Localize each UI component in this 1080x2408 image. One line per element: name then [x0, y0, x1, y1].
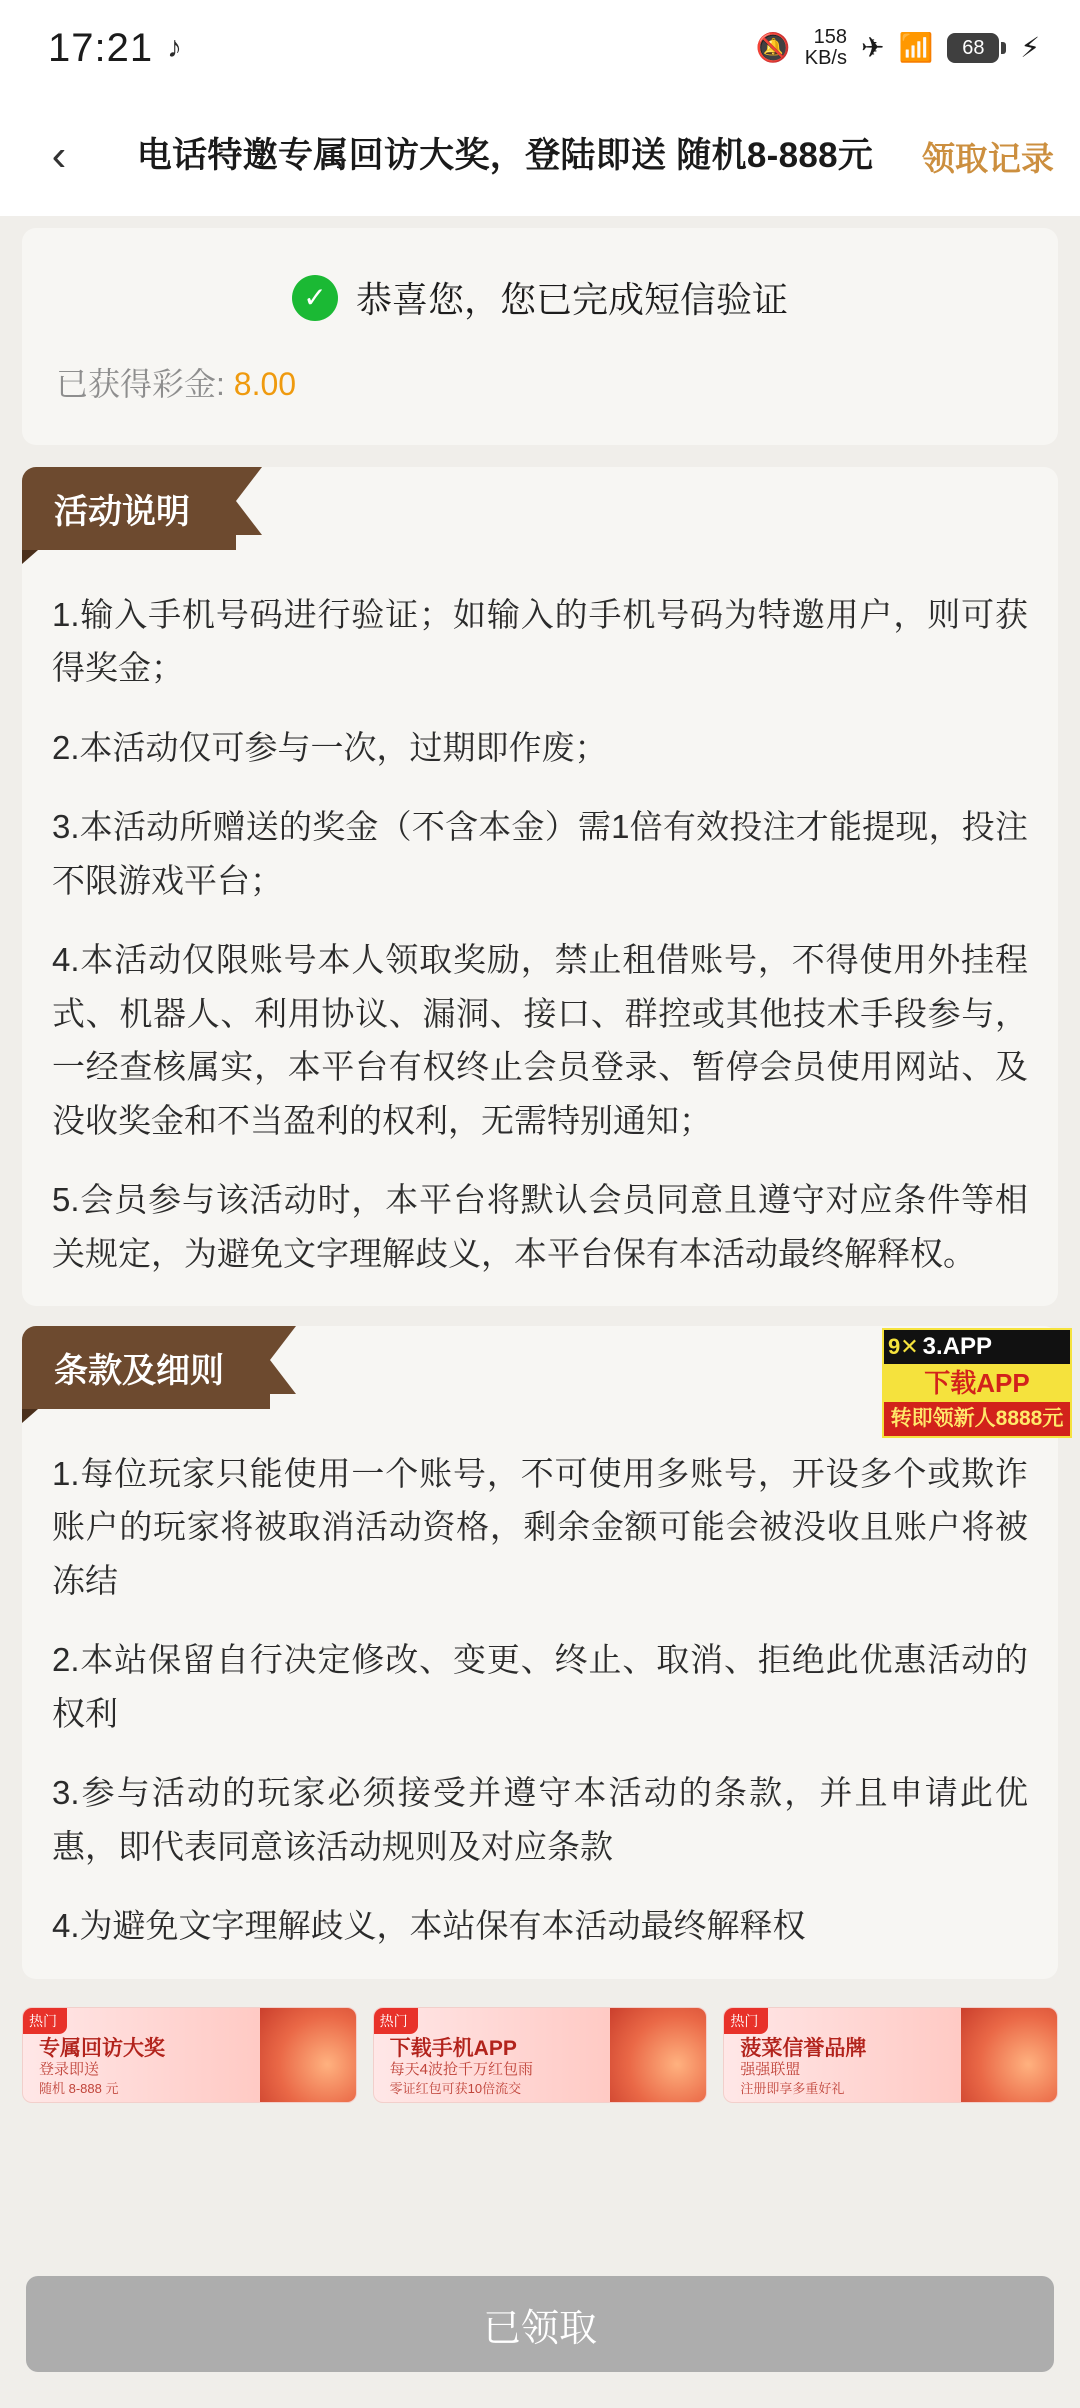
check-circle-icon: ✓: [292, 275, 338, 321]
airplane-icon: ✈: [860, 32, 885, 63]
section-activity-rules: [22, 467, 1058, 1306]
page-header: [0, 96, 1080, 216]
status-card: [22, 228, 1058, 445]
terms-paragraph: 2.本站保留自行决定修改、变更、终止、取消、拒绝此优惠活动的权利: [52, 1641, 1028, 1732]
music-note-icon: ♪: [167, 31, 183, 64]
terms-paragraph: 4.为避免文字理解歧义，本站保有本活动最终解释权: [52, 1907, 806, 1945]
status-bar-right: [756, 27, 1040, 69]
section-title-activity-rules: 活动说明: [22, 467, 236, 550]
claim-records-link[interactable]: 领取记录: [922, 139, 1054, 177]
rule-paragraph: 2.本活动仅可参与一次，过期即作废；: [52, 728, 608, 766]
ad-logo-icon: 9✕: [888, 1334, 919, 1359]
banner-subtitle: 强强联盟: [740, 2060, 801, 2078]
banner-artwork: [610, 2008, 706, 2102]
charging-icon: ⚡: [1020, 32, 1040, 63]
banner-subtitle: 登录即送: [39, 2060, 100, 2078]
bonus-amount-label: 已获得彩金:: [56, 366, 225, 402]
wifi-icon: 📶: [898, 32, 934, 63]
banner-title: 下载手机APP: [389, 2036, 517, 2060]
ad-app-name: 3.APP: [922, 1333, 993, 1360]
network-speed-unit: KB/s: [804, 47, 847, 69]
promo-banner[interactable]: [373, 2007, 708, 2103]
promo-banner[interactable]: [723, 2007, 1058, 2103]
ad-bonus-line: 转即领新人8888元: [884, 1402, 1070, 1436]
banner-subtitle-2: 随机 8-888 元: [39, 2080, 119, 2096]
network-speed-value: 158: [813, 26, 847, 48]
battery-icon: [947, 33, 1006, 63]
banner-hot-tag: 热门: [23, 2008, 67, 2034]
section-title-terms-conditions: 条款及细则: [22, 1326, 270, 1409]
status-time: 17:21: [48, 25, 154, 70]
battery-cap: [1001, 42, 1006, 54]
bell-mute-icon: 🔕: [755, 32, 791, 63]
floating-ad-header: [884, 1330, 1070, 1364]
page-title: 电话特邀专属回访大奖，登陆即送 随机8-888元: [136, 135, 874, 175]
rule-paragraph: 3.本活动所赠送的奖金（不含本金）需1倍有效投注才能提现，投注不限游戏平台；: [52, 808, 1028, 899]
terms-paragraph: 1.每位玩家只能使用一个账号，不可使用多账号，开设多个或欺诈账户的玩家将被取消活动资格，剩余金额可能会被没收且账户将被冻结: [52, 1454, 1028, 1599]
banner-subtitle-2: 注册即享多重好礼: [740, 2080, 845, 2096]
terms-paragraph: 3.参与活动的玩家必须接受并遵守本活动的条款，并且申请此优惠，即代表同意该活动规则及对应条款: [52, 1774, 1028, 1865]
promo-banner-strip: [22, 1999, 1058, 2113]
floating-ad[interactable]: [882, 1328, 1072, 1438]
rule-paragraph: 5.会员参与该活动时，本平台将默认会员同意且遵守对应条件等相关规定，为避免文字理解歧义，本平台保有本活动最终解释权。: [52, 1181, 1028, 1272]
banner-hot-tag: 热门: [374, 2008, 418, 2034]
footer-bar: [0, 2258, 1080, 2408]
claimed-button[interactable]: 已领取: [26, 2276, 1054, 2372]
page-content: [0, 216, 1080, 2258]
banner-subtitle: 每天4波抢千万红包雨: [389, 2060, 534, 2078]
banner-subtitle-2: 零证红包可获10倍流交: [389, 2080, 522, 2096]
banner-artwork: [961, 2008, 1057, 2102]
status-bar: [0, 0, 1080, 96]
battery-level: 68: [947, 33, 999, 63]
verification-success-text: 恭喜您，您已完成短信验证: [355, 279, 788, 320]
network-speed: [805, 27, 847, 69]
banner-artwork: [260, 2008, 356, 2102]
banner-title: 专属回访大奖: [39, 2036, 165, 2060]
back-button[interactable]: ‹: [51, 131, 67, 180]
rule-paragraph: 4.本活动仅限账号本人领取奖励，禁止租借账号，不得使用外挂程式、机器人、利用协议、漏洞、接口、群控或其他技术手段参与，一经查核属实，本平台有权终止会员登录、暂停会员使用网站、及没收奖金和不当盈利的权利，无需特别通知；: [52, 941, 1028, 1139]
rule-paragraph: 1.输入手机号码进行验证；如输入的手机号码为特邀用户，则可获得奖金；: [52, 596, 1028, 687]
bonus-amount-row: [56, 359, 1024, 405]
bonus-amount-value: 8.00: [233, 366, 297, 402]
promo-banner[interactable]: [22, 2007, 357, 2103]
verification-success-row: [56, 272, 1024, 323]
status-bar-left: [48, 26, 182, 71]
ad-download-line: 下载APP: [884, 1364, 1070, 1402]
banner-hot-tag: 热门: [724, 2008, 768, 2034]
banner-title: 菠菜信誉品牌: [740, 2036, 867, 2060]
